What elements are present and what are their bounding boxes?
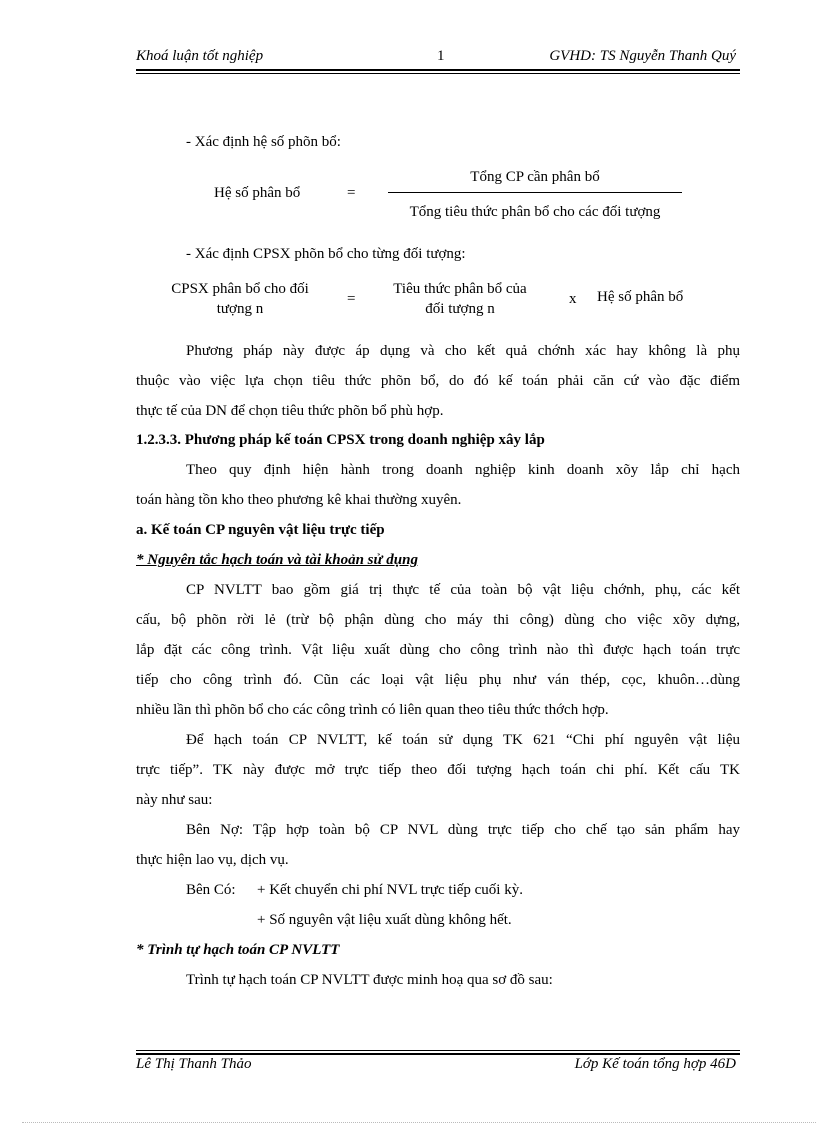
formula2-rhs: Hệ số phân bổ [597,289,684,305]
cpsx-title: - Xác định CPSX phõn bổ cho từng đối tượng: [186,246,466,262]
fraction-bar [388,192,682,193]
p2-line: Theo quy định hiện hành trong doanh nghiệp kinh doanh xõy lắp chỉ hạch [186,462,740,478]
ben-co-item: + Số nguyên vật liệu xuất dùng không hết. [257,912,512,928]
header-rule [136,69,740,71]
formula1-denominator: Tổng tiêu thức phân bổ cho các đối tượng [409,204,661,220]
footer-class: Lớp Kế toán tổng hợp 46D [574,1056,736,1072]
p4-line: này như sau: [136,792,213,808]
p4-line: Để hạch toán CP NVLTT, kế toán sử dụng TK 621 “Chi phí nguyên vật liệu [186,732,740,748]
p3-line: CP NVLTT bao gồm giá trị thực tế của toàn bộ vật liệu chớnh, phụ, các kết [186,582,740,598]
heading-a: a. Kế toán CP nguyên vật liệu trực tiếp [136,522,385,538]
footer-rule-thin [136,1050,740,1051]
p6-line: Trình tự hạch toán CP NVLTT được minh hoạ qua sơ đồ sau: [186,972,553,988]
header-title: Khoá luận tốt nghiệp [136,48,264,64]
formula1-eq: = [347,185,356,201]
p3-line: nhiều lần thì phõn bổ cho các công trình có liên quan theo tiêu thức thớch hợp. [136,702,609,718]
subheading-principles: * Nguyên tắc hạch toán và tài khoản sử dụng [136,552,418,568]
header-rule-thin [136,73,740,74]
ben-co-item: + Kết chuyển chi phí NVL trực tiếp cuối kỳ. [257,882,523,898]
p3-line: cấu, bộ phõn rời lẻ (trừ bộ phận dùng cho máy thi công) dùng cho việc xõy dựng, [136,612,740,628]
p4-line: trực tiếp”. TK này được mở trực tiếp theo đối tượng hạch toán chi phí. Kết cấu TK [136,762,740,778]
page-number: 1 [437,48,445,64]
p5-line: Bên Nợ: Tập hợp toàn bộ CP NVL dùng trực tiếp cho chế tạo sản phẩm hay [186,822,740,838]
ben-co-label: Bên Có: [186,882,236,898]
formula1-lhs: Hệ số phân bổ [214,185,301,201]
formula2-times: x [569,291,577,307]
formula2-lhs-line2: tượng n [216,301,264,317]
footer-author: Lê Thị Thanh Thảo [136,1056,252,1072]
p2-line: toán hàng tồn kho theo phương kê khai thường xuyên. [136,492,462,508]
p3-line: tiếp cho công trình đó. Cũn các loại vật liệu phụ như ván thép, cọc, khuôn…dùng [136,672,740,688]
coef-title: - Xác định hệ số phõn bổ: [186,134,341,150]
formula2-mid-line1: Tiêu thức phân bổ của [393,281,527,297]
section-heading: 1.2.3.3. Phương pháp kế toán CPSX trong doanh nghiệp xây lắp [136,432,545,448]
formula2-eq: = [347,291,356,307]
header-supervisor: GVHD: TS Nguyễn Thanh Quý [549,48,736,64]
p1-line: thực tế của DN để chọn tiêu thức phõn bổ phù hợp. [136,403,444,419]
subheading-procedure: * Trình tự hạch toán CP NVLTT [136,942,340,958]
p1-line: thuộc vào việc lựa chọn tiêu thức phõn bổ, do đó kế toán phải căn cứ vào đặc điểm [136,373,740,389]
p1-line: Phương pháp này được áp dụng và cho kết quả chớnh xác hay không là phụ [186,343,740,359]
p3-line: lắp đặt các công trình. Vật liệu xuất dùng cho công trình nào thì được hạch toán trực [136,642,740,658]
formula2-mid-line2: đối tượng n [425,301,495,317]
formula1-numerator: Tổng CP cần phân bổ [470,169,600,185]
footer-rule [136,1053,740,1055]
p5-line: thực hiện lao vụ, dịch vụ. [136,852,289,868]
formula2-lhs-line1: CPSX phân bổ cho đối [171,281,309,297]
